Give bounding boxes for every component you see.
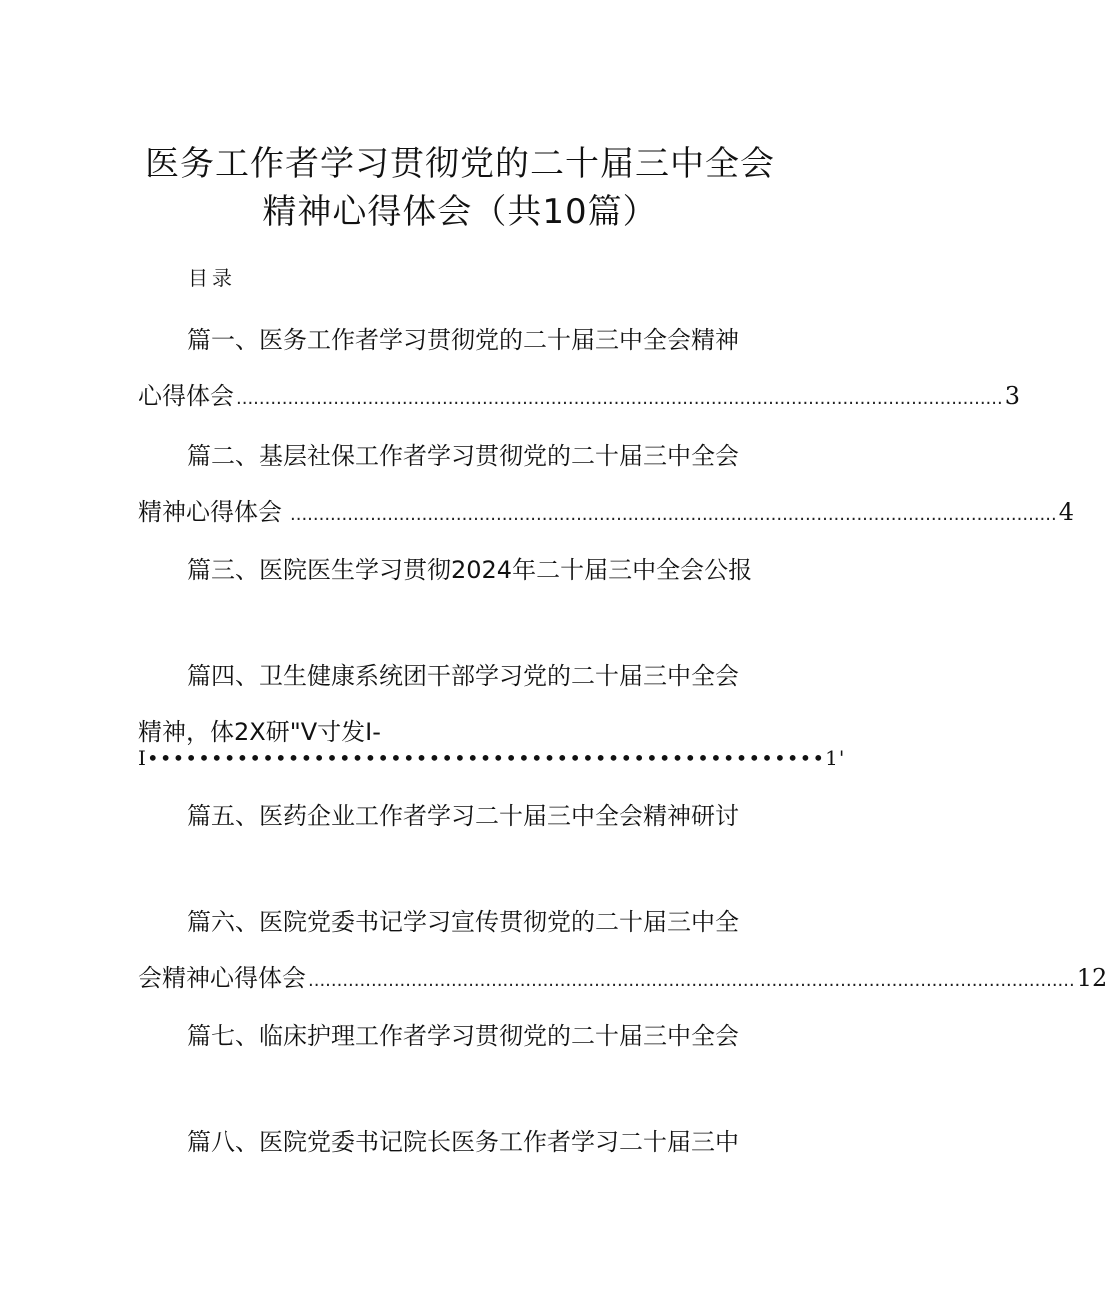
toc-entry-4-line-1[interactable]: 篇四、卫生健康系统团干部学习党的二十届三中全会 bbox=[187, 662, 739, 690]
toc-entry-6-text: 会精神心得体会 bbox=[138, 964, 306, 992]
toc-entry-8-line-1[interactable]: 篇八、医院党委书记院长医务工作者学习二十届三中 bbox=[187, 1128, 739, 1156]
toc-entry-2-line-2[interactable] bbox=[138, 492, 1074, 527]
toc-entry-2-page: 4 bbox=[1058, 498, 1074, 526]
toc-entry-6-line-2[interactable] bbox=[138, 958, 1107, 993]
toc-entry-6-page: 12 bbox=[1076, 964, 1107, 992]
toc-entry-4-bullets: ••••••••••••••••••••••••••••••••••••••••••••••••••••• bbox=[146, 746, 826, 770]
title-line-1: 医务工作者学习贯彻党的二十届三中全会 bbox=[145, 144, 775, 184]
toc-entry-4-prefix: I bbox=[138, 746, 147, 770]
toc-entry-4-suffix: 1' bbox=[825, 746, 846, 770]
toc-entry-1-line-1[interactable]: 篇一、医务工作者学习贯彻党的二十届三中全会精神 bbox=[187, 326, 739, 354]
toc-label: 目录 bbox=[188, 266, 236, 290]
toc-entry-6-line-1[interactable]: 篇六、医院党委书记学习宣传贯彻党的二十届三中全 bbox=[187, 908, 739, 936]
toc-entry-4-line-3[interactable] bbox=[138, 746, 845, 770]
toc-entry-1-page: 3 bbox=[1004, 382, 1020, 410]
toc-entry-2-text: 精神心得体会 bbox=[138, 498, 282, 526]
toc-entry-1-text: 心得体会 bbox=[138, 382, 234, 410]
dot-leader: ...................................................................................................................................... bbox=[290, 504, 1057, 525]
toc-entry-2-line-1[interactable]: 篇二、基层社保工作者学习贯彻党的二十届三中全会 bbox=[187, 442, 739, 470]
toc-entry-5-line-1[interactable]: 篇五、医药企业工作者学习二十届三中全会精神研讨 bbox=[187, 802, 739, 830]
toc-entry-4-line-2[interactable]: 精神，体2X研"V寸发I- bbox=[138, 718, 381, 746]
toc-entry-3-line-1[interactable]: 篇三、医院医生学习贯彻2024年二十届三中全会公报 bbox=[187, 556, 753, 584]
toc-entry-7-line-1[interactable]: 篇七、临床护理工作者学习贯彻党的二十届三中全会 bbox=[187, 1022, 739, 1050]
dot-leader: ...................................................................................................................................... bbox=[236, 388, 1003, 409]
toc-entry-1-line-2[interactable] bbox=[138, 376, 1020, 411]
dot-leader: ...................................................................................................................................... bbox=[308, 970, 1075, 991]
title-line-2: 精神心得体会（共10篇） bbox=[262, 192, 658, 232]
